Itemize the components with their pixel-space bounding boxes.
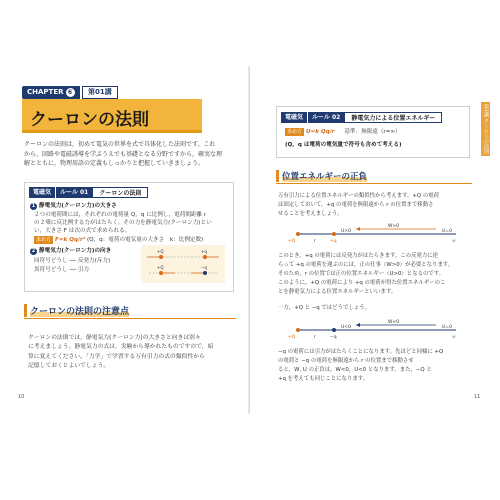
distance-label: r (314, 239, 316, 244)
right-page (250, 66, 490, 414)
distance-label: r (314, 335, 316, 340)
intro-line: 解とともに，物理用語の定義もしっかりと把握していきましょう。 (24, 160, 205, 168)
energy-label: U=0 (442, 325, 452, 330)
heading-accent (276, 170, 279, 182)
item-title: 静電気力(クーロン力)の向き (39, 248, 112, 254)
paragraph-2 (278, 252, 472, 297)
rule-category: 電磁気 (29, 187, 55, 198)
intro-line: から，回路や電磁誘導を学ぶうえでも基礎となる分野ですから，確実な理 (24, 150, 223, 158)
section-title: 位置エネルギーの正負 (282, 172, 368, 182)
charge-label: +Q (288, 335, 296, 340)
paragraph-4 (278, 348, 472, 384)
page-title: クーロンの法則 (30, 110, 149, 130)
heading-rule (24, 318, 236, 319)
text-line: このとき，+q の電荷には反発力がはたらきます。この反発力に逆 (278, 253, 438, 259)
text-line: せることを考えましょう。 (278, 211, 343, 217)
rule-header (281, 112, 442, 123)
formula: F=k Qq/r² (55, 237, 86, 243)
text-line: ると，W, U の正負は，W<0，U<0 となります。また，−Q と (278, 367, 432, 373)
text-line: は固定しておいて，+q の電荷を無限遠から r の位置まで移動さ (278, 202, 434, 208)
side-tab: 第1講 クーロンの法則 (481, 102, 490, 156)
formula-row (34, 236, 203, 244)
rule-02-box (276, 106, 470, 158)
energy-figure-positive (286, 222, 464, 244)
rule-note: (Q，q は電荷の電気量で符号も含めて考える) (285, 142, 402, 148)
page-number-right: 11 (474, 394, 481, 400)
charge-label: +q (330, 239, 337, 244)
lesson-tab: 第01講 (82, 86, 118, 99)
text-line: このように，+Q の電荷により +q の電荷が得た位置エネルギーのこ (278, 280, 446, 286)
text-line: +q を考えても同じことになります。 (278, 376, 369, 382)
number-badge: 2 (31, 248, 36, 254)
title-bar (22, 99, 202, 133)
rule-item-1-title (30, 202, 117, 210)
formula-note: (Q，q：電荷の電気量の大きさ k：比例定数) (86, 237, 204, 243)
section-title: クーロンの法則の注意点 (30, 304, 129, 317)
chapter-number: 6 (66, 88, 75, 97)
paragraph-3: 一方，+Q と −q ではどうでしょう。 (278, 305, 370, 311)
section-heading (24, 304, 236, 320)
note-line: クーロンの法則では，静電気力(クーロン力)の大きさと向きは別々 (28, 335, 201, 341)
intro-text (24, 140, 236, 169)
diagram-label: +q (201, 249, 207, 254)
diagram-label: +Q (157, 265, 164, 270)
text-line: らって +q の電荷を運ぶのには，正の仕事（W>0）が必要となります。 (278, 262, 454, 268)
page-number-left: 10 (18, 394, 25, 400)
note-text (28, 334, 236, 372)
chapter-tab (22, 86, 80, 99)
work-label: W>0 (388, 224, 400, 229)
rule-line: ２つの電荷間には，それぞれの電荷量 Q，q に比例し，電荷間距離 r (34, 212, 207, 218)
note-line: 記憶しておくとよいでしょう。 (28, 363, 110, 370)
charge-label: +Q (288, 239, 296, 244)
rule-line: の２乗に反比例する力がはたらく。その力を静電気力(クーロン力)とい (34, 220, 212, 226)
formula-label: 求め方 (287, 129, 303, 135)
rule-line: い，大きさ F は次の式で求められる。 (34, 228, 131, 234)
text-line: とを静電気力による位置エネルギーといいます。 (278, 289, 397, 295)
force-diagram (141, 245, 225, 283)
work-label: W<0 (388, 320, 400, 325)
rule-header (29, 187, 148, 198)
force-diagram-svg (141, 245, 225, 283)
text-line: 万有引力による位置エネルギーの類似性から考えます。+Q の電荷 (278, 193, 439, 199)
chapter-label: CHAPTER (27, 88, 64, 96)
infinity-label: ∞ (452, 335, 456, 340)
book-spread (10, 66, 490, 414)
rule-line: 同符号どうし ── 反発力(斥力) (34, 258, 111, 264)
infinity-label: ∞ (452, 239, 456, 244)
intro-line: クーロンの法則は，初めて電気の世界を式で具体化した法則です。これ (24, 141, 216, 148)
text-line: −q の電荷には引力がはたらくことになります。先ほどと同様に +Q (278, 349, 444, 355)
heading-rule (276, 183, 472, 184)
number-badge: 1 (31, 203, 36, 209)
energy-label: U<0 (341, 325, 351, 330)
paragraph-1 (278, 192, 472, 219)
energy-label: U=0 (442, 229, 452, 234)
energy-label: U>0 (341, 229, 351, 234)
text-line: の電荷と −q の電荷を無限遠から r の位置まで移動させ (278, 358, 414, 364)
rule-number: ルール 01 (55, 187, 92, 198)
rule-number: ルール 02 (307, 112, 344, 123)
energy-figure-negative (286, 318, 464, 340)
basis-text: 基準：無限遠（r=∞） (344, 129, 401, 135)
diagram-label: −q (201, 265, 207, 270)
rule-heading: 静電気力による位置エネルギー (344, 112, 442, 123)
rule-heading: クーロンの法則 (92, 187, 148, 198)
text-line: そのため，r の位置では正の位置エネルギー（U>0）となるのです。 (278, 271, 445, 277)
left-page (10, 66, 250, 414)
formula-label: 求め方 (36, 237, 52, 243)
rule-category: 電磁気 (281, 112, 307, 123)
note-line: 算に覚えてください。「力学」で学習する万有引力の式の類似性から (28, 353, 205, 360)
section-heading (276, 170, 472, 186)
rule-item-2-title (30, 247, 111, 255)
rule-01-box (24, 182, 234, 292)
formula-row (285, 128, 401, 136)
note-line: に考えましょう。静電気力の式は，実験から導かれたものですので，暗 (28, 344, 214, 351)
formula: U=k Qq/r (306, 129, 335, 135)
charge-label: −q (330, 335, 337, 340)
heading-accent (24, 304, 27, 317)
rule-line: 異符号どうし ── 引力 (34, 267, 90, 273)
item-title: 静電気力(クーロン力)の大きさ (39, 203, 117, 209)
diagram-label: +Q (157, 249, 164, 254)
